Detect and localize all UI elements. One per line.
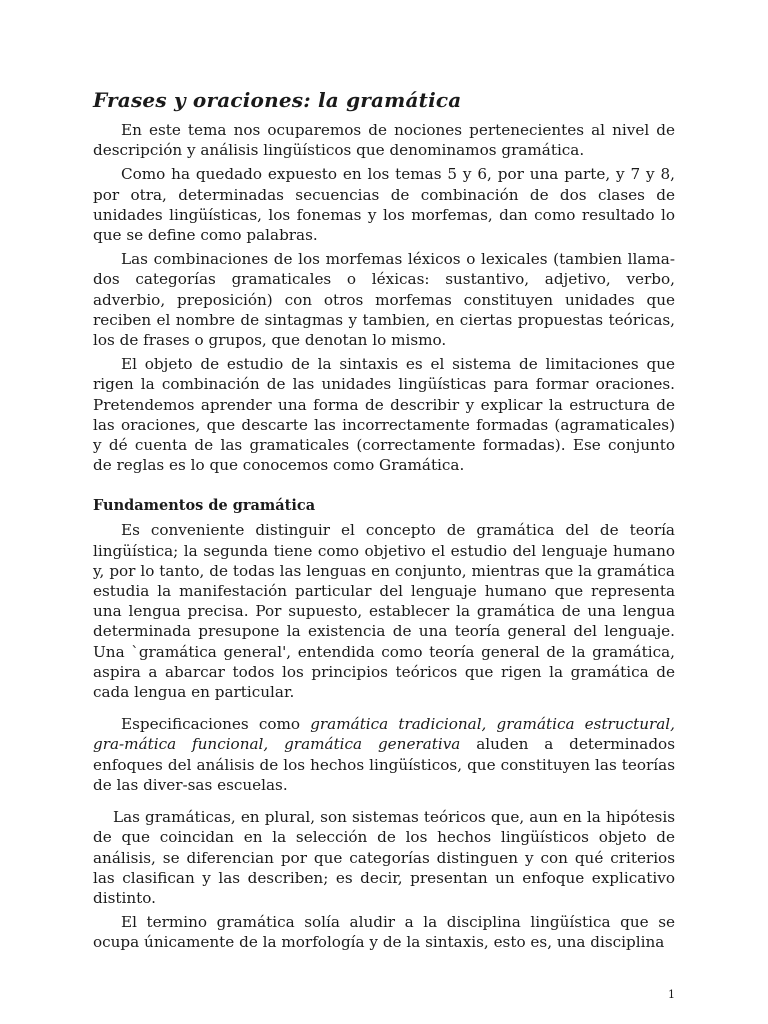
- section-paragraph: Es conveniente distinguir el concepto de gramática del de teoría lingüística; la segunda tiene como objetivo el estudio del lenguaje humano y, por lo tanto, de todas las lenguas en conjunto, mientras que la gramática estudia la manifestación particular del lenguaje humano que representa una lengua precisa. Por supuesto, establecer la gramática de una lengua determinada presupone la existencia de una teoría general del lenguaje. Una `gramática general', entendida como teoría general de la gramática, aspira a abarcar todos los principios teóricos que rigen la gramática de cada lengua en particular.: [93, 521, 675, 702]
- intro-paragraph: Las combinaciones de los morfemas léxicos o lexicales (tambien llama-dos categorías gramaticales o léxicas: sustantivo, adjetivo, verbo, adverbio, preposición) con otros morfemas constituyen unidades que reciben el nombre de sintagmas y tambien, en ciertas propuestas teóricas, los de frases o grupos, que denotan lo mismo.: [93, 250, 675, 350]
- section-paragraph: El termino gramática solía aludir a la disciplina lingüística que se ocupa únicamente de la morfología y de la sintaxis, esto es, una disciplina: [93, 913, 675, 952]
- section-paragraph: Las gramáticas, en plural, son sistemas teóricos que, aun en la hipótesis de que coincidan en la selección de los hechos lingüísticos objeto de análisis, se diferencian por que categorías distinguen y con qué criterios las clasifican y las describen; es decir, presentan un enfoque explicativo distinto.: [93, 808, 675, 907]
- document-page: [93, 88, 675, 957]
- paragraph-text-before: Especificaciones como: [121, 715, 311, 734]
- section-paragraph-specifications: [93, 714, 675, 795]
- intro-paragraph: En este tema nos ocuparemos de nociones pertenecientes al nivel de descripción y análisis lingüísticos que denominamos gramática.: [93, 121, 675, 160]
- intro-paragraph: Como ha quedado expuesto en los temas 5 y 6, por una parte, y 7 y 8, por otra, determinadas secuencias de combinación de dos clases de unidades lingüísticas, los fonemas y los morfemas, dan como resultado lo que se define como palabras.: [93, 165, 675, 245]
- paragraph-text-after: aluden a determinados enfoques del análisis de los hechos lingüísticos, que constituyen las teorías de las diver-sas escuelas.: [93, 735, 675, 794]
- page-number: 1: [668, 988, 675, 1001]
- intro-paragraph: El objeto de estudio de la sintaxis es el sistema de limitaciones que rigen la combinación de las unidades lingüísticas para formar oraciones. Pretendemos aprender una forma de describir y explicar la estructura de las oraciones, que descarte las incorrectamente formadas (agramaticales) y dé cuenta de las gramaticales (correctamente formadas). Ese conjunto de reglas es lo que conocemos como Gramática.: [93, 355, 675, 475]
- document-title: Frases y oraciones: la gramática: [93, 88, 462, 112]
- grammar-types-italic: gramática tradicional, gramática estructural, gra-mática funcional, gramática generativa: [93, 715, 675, 754]
- section-heading: Fundamentos de gramática: [93, 497, 316, 515]
